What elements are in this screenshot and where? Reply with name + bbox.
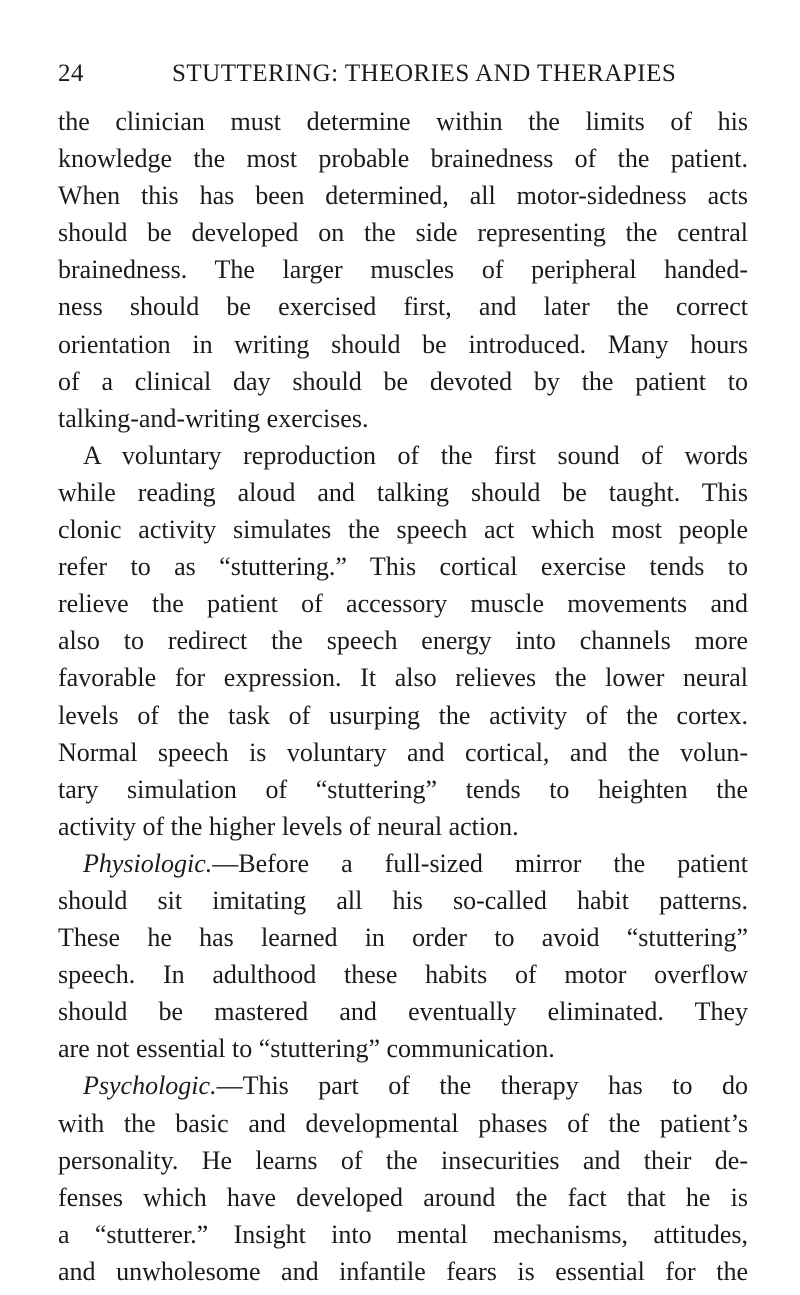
text-line: personality. He learns of the insecurities and their de- [58,1145,748,1175]
text-line: with the basic and developmental phases of the patient’s [58,1108,748,1138]
text-line: ness should be exercised first, and later the correct [58,292,748,322]
text-line: should sit imitating all his so-called habit patterns. [58,885,748,915]
text-line: When this has been determined, all motor-sidedness acts [58,181,748,211]
text-line: These he has learned in order to avoid “stuttering” [58,923,748,953]
text-line: orientation in writing should be introduced. Many hours [58,329,748,359]
text-line: clonic activity simulates the speech act which most people [58,515,748,545]
text-line: the clinician must determine within the limits of his [58,107,748,136]
text-line-physiologic [58,845,748,882]
run-in-head-physiologic: Physiologic. [83,848,213,878]
text-line: and unwholesome and infantile fears is essential for the [58,1256,748,1286]
text-line: of a clinical day should be devoted by the patient to [58,366,748,396]
text-line: talking-and-writing exercises. [58,403,369,433]
text-line: brainedness. The larger muscles of peripheral handed- [58,255,748,285]
text-line-rest: —This part of the therapy has to do [216,1071,748,1101]
text-line-psychologic [58,1067,748,1104]
text-line: activity of the higher levels of neural action. [58,811,519,841]
page-number: 24 [58,60,84,87]
text-line: should be mastered and eventually eliminated. They [58,997,748,1027]
text-line: while reading aloud and talking should be taught. This [58,477,748,507]
text-line: A voluntary reproduction of the first sound of words [83,440,748,470]
text-line: fenses which have developed around the fact that he is [58,1182,748,1212]
run-in-head-psychologic: Psychologic. [83,1071,217,1101]
text-line: tary simulation of “stuttering” tends to heighten the [58,774,748,804]
running-title: STUTTERING: THEORIES AND THERAPIES [172,60,677,87]
text-line: knowledge the most probable brainedness of the patient. [58,144,748,174]
text-line: a “stutterer.” Insight into mental mechanisms, attitudes, [58,1219,748,1249]
text-line: levels of the task of usurping the activity of the cortex. [58,700,748,730]
text-line-rest: —Before a full-sized mirror the patient [212,848,748,878]
body-text [58,103,748,1290]
text-line: relieve the patient of accessory muscle movements and [58,589,748,619]
text-line: are not essential to “stuttering” communication. [58,1034,555,1064]
text-line: should be developed on the side representing the central [58,218,748,248]
text-line: also to redirect the speech energy into channels more [58,626,748,656]
text-line: refer to as “stuttering.” This cortical exercise tends to [58,552,748,582]
running-head [58,60,748,94]
text-line: Normal speech is voluntary and cortical, and the volun- [58,737,748,767]
text-line: speech. In adulthood these habits of motor overflow [58,960,748,990]
text-line: favorable for expression. It also relieves the lower neural [58,663,748,693]
